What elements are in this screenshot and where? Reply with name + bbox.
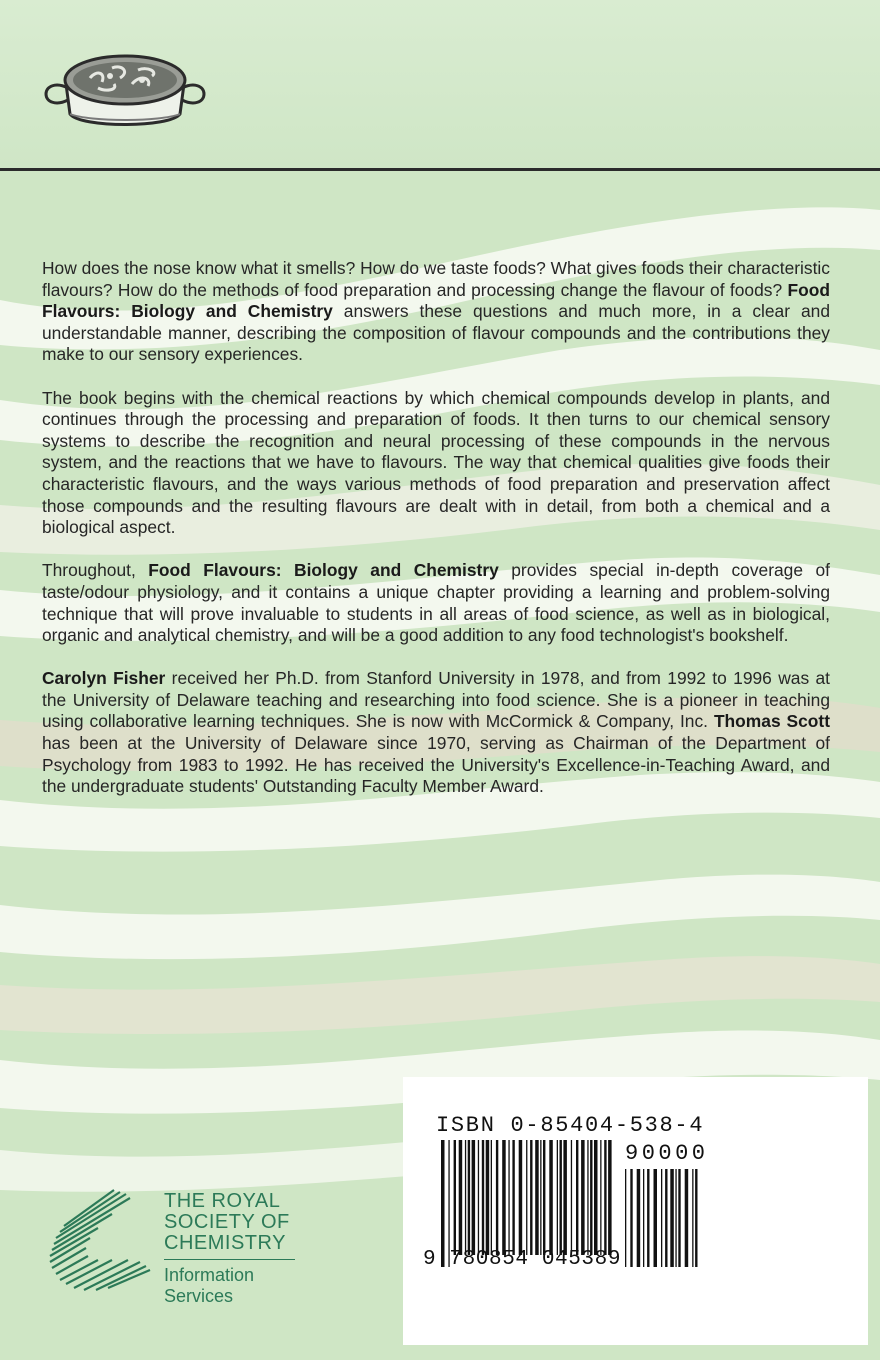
blurb-paragraph-2: The book begins with the chemical reactions by which chemical compounds develop in plants, and continues through the processing and preparation of foods. It then turns to our chemical sensory systems to describe the recognition and neural processing of these compounds in the nervous system, and the reactions that we have to flavours. The way that chemical qualities give foods their characteristic flavours, and the ways various methods of food preparation and preservation affect those compounds and the resulting flavours are dealt with in detail, from both a chemical and a biological aspect. (42, 387, 830, 538)
publisher-name-line: THE ROYAL (164, 1190, 281, 1212)
author-name-fisher: Carolyn Fisher (42, 668, 166, 689)
publisher-division-line: Services (164, 1286, 234, 1306)
barcode-bar (581, 1140, 585, 1255)
publisher-division-line: Information (164, 1265, 255, 1285)
addon-bar (637, 1169, 641, 1267)
addon-bar (654, 1169, 658, 1267)
barcode-bar (459, 1140, 463, 1255)
addon-bar (670, 1169, 674, 1267)
barcode-bar (491, 1140, 492, 1255)
barcode-bar (540, 1140, 541, 1255)
book-title: Food Flavours: Biology and Chemistry (148, 560, 499, 581)
barcode-bar (535, 1140, 539, 1255)
barcode-bar (576, 1140, 578, 1255)
barcode-bar (571, 1140, 572, 1255)
addon-bar (661, 1169, 662, 1267)
addon-bar (692, 1169, 693, 1267)
barcode-bar (508, 1140, 509, 1255)
back-cover-blurb (42, 258, 830, 819)
barcode-bar (560, 1140, 562, 1255)
barcode-bar (486, 1140, 490, 1255)
barcode-bar (549, 1140, 553, 1255)
barcode-bar (482, 1140, 484, 1255)
rsc-logo-icon (42, 1186, 154, 1296)
isbn-number: ISBN 0-85404-538-4 (436, 1113, 705, 1138)
wave-band-tan (0, 956, 880, 1034)
publisher-name-line: SOCIETY OF (164, 1211, 290, 1233)
blurb-paragraph-3: Throughout, Food Flavours: Biology and Chemistry provides special in-depth coverage of taste/odour physiology, and it contains a unique chapter providing a learning and problem-solving technique that will prove invaluable to students in all areas of food science, as well as in biological, organic and analytical chemistry, and will be a good addition to any food technologist's bookshelf. (42, 560, 830, 646)
cooking-pot-icon (40, 44, 210, 134)
addon-bar (685, 1169, 689, 1267)
addon-bar (625, 1169, 626, 1267)
barcode-bar (454, 1140, 456, 1255)
barcode-bar (478, 1140, 479, 1255)
barcode-bar (587, 1140, 588, 1255)
author-bio: Carolyn Fisher received her Ph.D. from Stanford University in 1978, and from 1992 to 1996 was at the University of Delaware teaching and researching into food science. She is a pioneer in teaching using collaborative learning techniques. She is now with McCormick & Company, Inc. Thomas Scott has been at the University of Delaware since 1970, serving as Chairman of the Department of Psychology from 1983 to 1992. He has received the University's Excellence-in-Teaching Award, and the undergraduate students' Outstanding Faculty Member Award. (42, 668, 831, 797)
barcode-bar (502, 1140, 506, 1255)
addon-bar (675, 1169, 676, 1267)
blurb-paragraph-1: How does the nose know what it smells? How do we taste foods? What gives foods their characteristic flavours? How do the methods of food preparation and processing change the flavour of foods? Food Flavours: Biology and Chemistry answers these questions and much more, in a clear and understandable manner, describing the composition of flavour compounds and the contributions they make to our sensory experiences. (42, 258, 830, 365)
addon-bar (630, 1169, 632, 1267)
addon-bar (678, 1169, 680, 1267)
barcode-bar (472, 1140, 476, 1255)
barcode-bar (530, 1140, 532, 1255)
book-title: Food Flavours: Biology and Chemistry (42, 279, 830, 322)
barcode-bar (600, 1140, 601, 1255)
barcode-bar (604, 1140, 606, 1255)
price-code: 90000 (625, 1141, 709, 1166)
ean-digits: 9 780854 045389 (423, 1248, 622, 1271)
publisher-logo-text (164, 1191, 295, 1307)
barcode-bar (594, 1140, 598, 1255)
publisher-divider (164, 1259, 295, 1260)
barcode-panel (403, 1077, 868, 1345)
publisher-name-line: CHEMISTRY (164, 1232, 286, 1254)
barcode-bar (519, 1140, 523, 1255)
barcode-bar (496, 1140, 498, 1255)
barcode-bar (557, 1140, 558, 1255)
barcode-bar (468, 1140, 470, 1255)
barcode-bar (543, 1140, 545, 1255)
barcode-bar (563, 1140, 567, 1255)
addon-bar (647, 1169, 649, 1267)
barcode-bar (590, 1140, 592, 1255)
barcode-bar (526, 1140, 527, 1255)
wave-band (0, 875, 880, 959)
addon-bar (695, 1169, 697, 1267)
barcode-bar (608, 1140, 612, 1255)
header-rule (0, 168, 880, 171)
barcode-bar (512, 1140, 514, 1255)
barcode-bar (465, 1140, 466, 1255)
addon-bar (643, 1169, 644, 1267)
author-name-scott: Thomas Scott (713, 711, 831, 732)
addon-bar (665, 1169, 667, 1267)
